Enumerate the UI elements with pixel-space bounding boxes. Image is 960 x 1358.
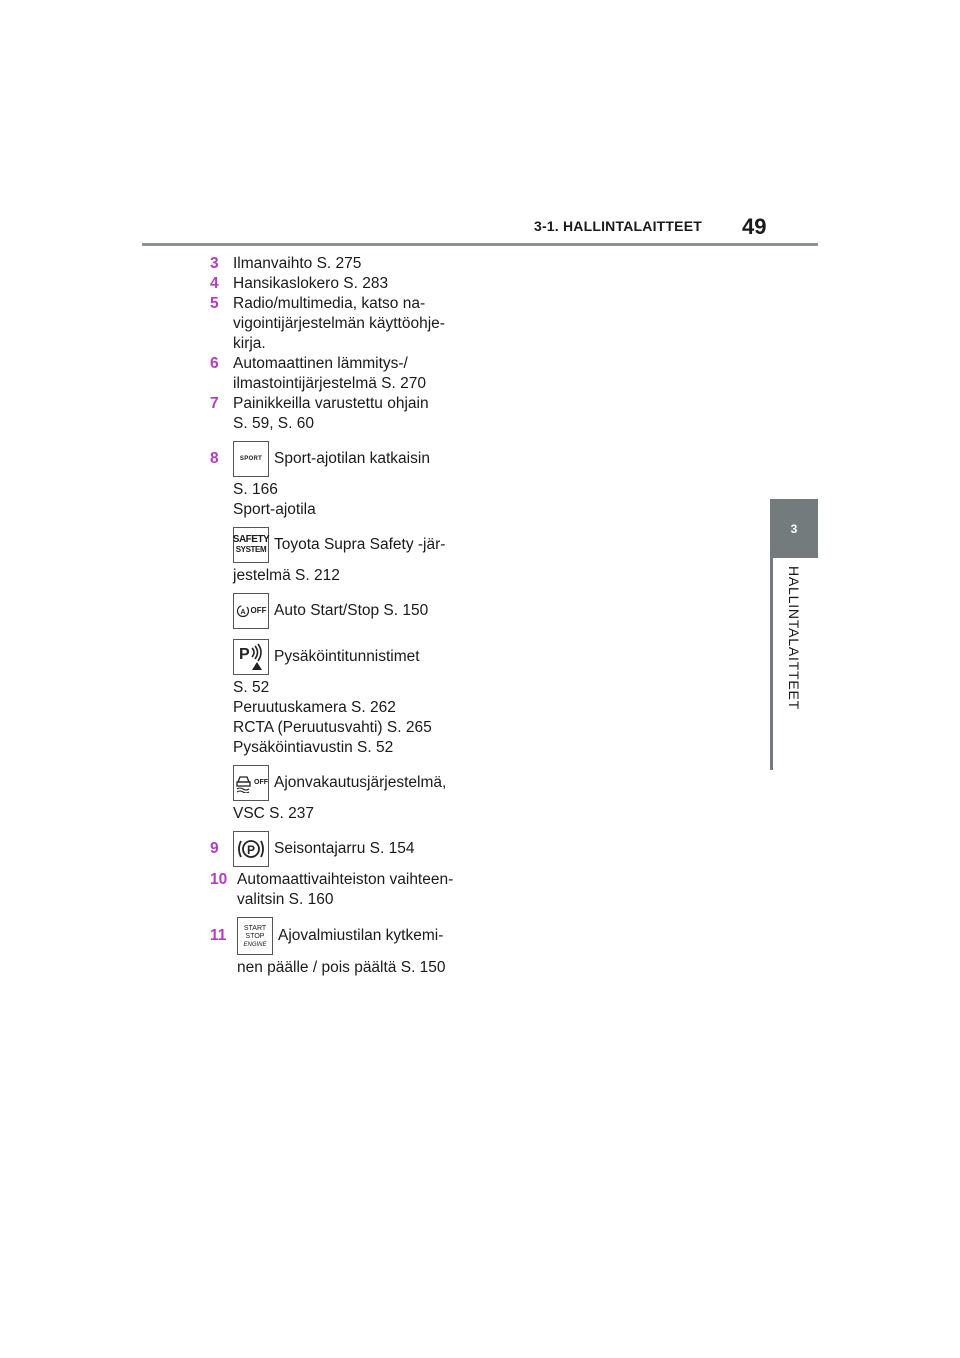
safety-system-icon: SAFETY SYSTEM bbox=[233, 527, 269, 563]
item-text: S. 59, S. 60 bbox=[233, 415, 314, 432]
chapter-tab bbox=[770, 499, 818, 558]
vsc-off-icon: OFF bbox=[233, 765, 269, 801]
item-number: 7 bbox=[210, 395, 219, 412]
skid-car-icon bbox=[234, 773, 254, 793]
item-number: 8 bbox=[210, 450, 219, 467]
svg-text:A: A bbox=[239, 609, 246, 616]
item-text: Auto Start/Stop S. 150 bbox=[274, 602, 429, 619]
item-text: VSC S. 237 bbox=[233, 805, 314, 822]
item-text: Ajonvakautusjärjestelmä, bbox=[274, 774, 447, 791]
chapter-label: HALLINTALAITTEET bbox=[786, 566, 802, 711]
item-text: Pysäköintiavustin S. 52 bbox=[233, 739, 394, 756]
sport-button-icon: SPORT bbox=[233, 441, 269, 477]
item-text: Ilmanvaihto S. 275 bbox=[233, 255, 362, 272]
item-text: Automaattinen lämmitys-/ bbox=[233, 355, 408, 372]
item-text: Sport-ajotila bbox=[233, 501, 316, 518]
item-number: 6 bbox=[210, 355, 219, 372]
list-item bbox=[210, 394, 480, 434]
item-text: Automaattivaihteiston vaihteen- bbox=[237, 871, 454, 888]
list-item bbox=[210, 254, 480, 274]
svg-text:P: P bbox=[246, 843, 256, 857]
item-text: RCTA (Peruutusvahti) S. 265 bbox=[233, 719, 432, 736]
list-item bbox=[210, 870, 480, 910]
item-text: Pysäköintitunnistimet bbox=[274, 648, 420, 665]
item-text: Seisontajarru S. 154 bbox=[274, 840, 415, 857]
item-text: ilmastointijärjestelmä S. 270 bbox=[233, 375, 426, 392]
page-number: 49 bbox=[742, 214, 767, 239]
item-number: 9 bbox=[210, 840, 219, 857]
park-assist-icon bbox=[236, 642, 266, 672]
item-text: S. 52 bbox=[233, 679, 270, 696]
item-text: kirja. bbox=[233, 335, 266, 352]
list-item bbox=[210, 354, 480, 394]
item-number: 5 bbox=[210, 295, 219, 312]
item-text: Peruutuskamera S. 262 bbox=[233, 699, 396, 716]
item-text: vigointijärjestelmän käyttöohje- bbox=[233, 315, 445, 332]
item-text: Toyota Supra Safety -jär- bbox=[274, 536, 446, 553]
list-item bbox=[210, 294, 480, 354]
parking-sensor-icon bbox=[233, 639, 269, 675]
svg-text:P: P bbox=[239, 646, 250, 663]
brake-p-icon bbox=[236, 836, 266, 862]
item-text: valitsin S. 160 bbox=[237, 891, 334, 908]
header-rule bbox=[142, 243, 818, 246]
item-number: 4 bbox=[210, 275, 219, 292]
auto-start-stop-icon bbox=[236, 604, 250, 618]
item-number: 3 bbox=[210, 255, 219, 272]
item-text: S. 166 bbox=[233, 481, 278, 498]
item-text: Painikkeilla varustettu ohjain bbox=[233, 395, 429, 412]
item-text: nen päälle / pois päältä S. 150 bbox=[237, 959, 446, 976]
list-item bbox=[210, 914, 480, 978]
item-text: jestelmä S. 212 bbox=[233, 567, 340, 584]
list-item bbox=[210, 438, 480, 824]
item-number: 10 bbox=[210, 871, 228, 888]
list-item bbox=[210, 828, 480, 870]
item-text: Ajovalmiustilan kytkemi- bbox=[278, 927, 444, 944]
list-item bbox=[210, 274, 480, 294]
item-text: Hansikaslokero S. 283 bbox=[233, 275, 389, 292]
item-list bbox=[210, 254, 480, 978]
section-title: 3-1. HALLINTALAITTEET bbox=[533, 218, 702, 234]
item-text: Radio/multimedia, katso na- bbox=[233, 295, 426, 312]
parking-brake-icon bbox=[233, 831, 269, 867]
item-text: Sport-ajotilan katkaisin bbox=[274, 450, 430, 467]
item-number: 11 bbox=[210, 927, 227, 944]
start-stop-engine-icon: START STOP ENGINE bbox=[237, 917, 273, 955]
chapter-number: 3 bbox=[790, 521, 798, 536]
auto-start-stop-off-icon: A OFF bbox=[233, 593, 269, 629]
